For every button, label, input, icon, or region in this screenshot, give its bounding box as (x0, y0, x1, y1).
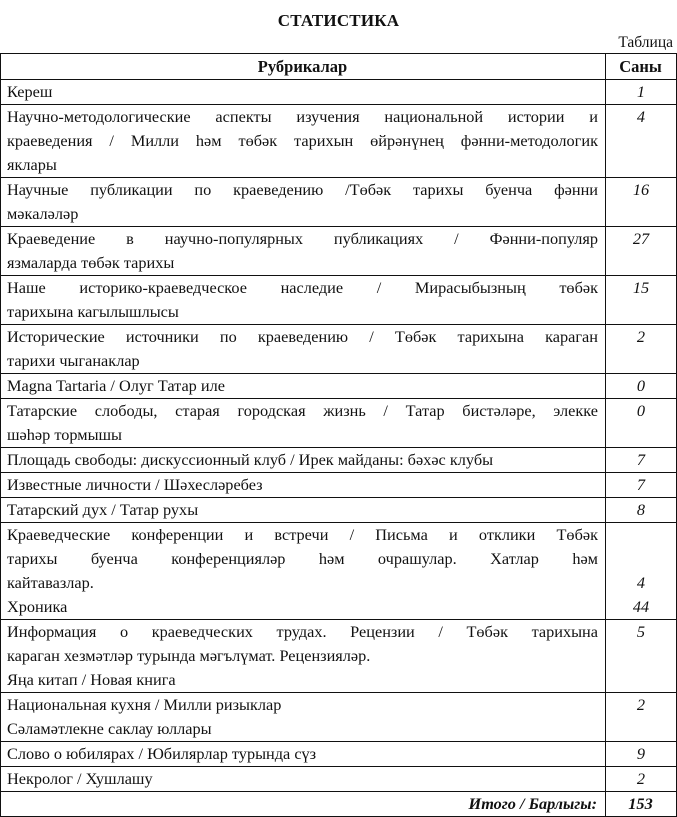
rubric-count (606, 473, 677, 498)
count-value: 7 (636, 450, 646, 469)
count-value: 8 (636, 500, 646, 519)
rubric-line: Краеведческие конференции и встречи / Письма и отклики Төбәк (7, 525, 598, 544)
count-value: 4 (636, 573, 646, 592)
rubric-line: Magna Tartaria / Олуг Татар иле (7, 376, 225, 395)
rubric-line: Известные личности / Шәхесләребез (7, 475, 263, 494)
rubric-line: Сәламәтлекне саклау юллары (7, 719, 212, 738)
rubric-line: яклары (7, 155, 57, 174)
rubric-line: краеведения / Милли һәм төбәк тарихын өйрәнүнең фәнни-методологик (7, 131, 598, 150)
rubric-line: Исторические источники по краеведению / Төбәк тарихына караган (7, 327, 598, 346)
table-row (1, 325, 677, 374)
count-value: 44 (632, 597, 650, 616)
rubric-count (606, 620, 677, 693)
rubric-name (1, 399, 606, 448)
rubric-name (1, 693, 606, 742)
table-caption: Таблица (618, 34, 673, 51)
count-value: 9 (636, 744, 646, 763)
rubric-line: Площадь свободы: дискуссионный клуб / Ирек майданы: бәхәс клубы (7, 450, 494, 469)
rubric-line: тарихи чыганаклар (7, 351, 140, 370)
statistics-table (0, 53, 677, 817)
table-row (1, 374, 677, 399)
count-value: 2 (636, 327, 646, 346)
rubric-line: тарихына кагылышлысы (7, 302, 179, 321)
total-row (1, 792, 677, 817)
table-row (1, 767, 677, 792)
count-value: 4 (636, 107, 646, 126)
table-row (1, 742, 677, 767)
rubric-count (606, 276, 677, 325)
rubric-name (1, 276, 606, 325)
page-title: СТАТИСТИКА (277, 11, 400, 30)
rubric-line: Слово о юбилярах / Юбилярлар турында сүз (7, 744, 317, 763)
rubric-line: шәһәр тормышы (7, 425, 122, 444)
rubric-count (606, 498, 677, 523)
rubric-count (606, 80, 677, 105)
rubric-line: караган хезмәтләр турында мәгълүмат. Рецензияләр. (7, 646, 371, 665)
rubric-count (606, 742, 677, 767)
rubric-name (1, 448, 606, 473)
rubric-name (1, 767, 606, 792)
count-value: 0 (636, 401, 646, 420)
rubric-name (1, 227, 606, 276)
count-value: 5 (636, 622, 646, 641)
count-value: 2 (636, 769, 646, 788)
table-row (1, 178, 677, 227)
rubric-line: Научные публикации по краеведению /Төбәк тарихы буенча фәнни (7, 180, 598, 199)
header-count: Саны (606, 54, 677, 80)
rubric-name (1, 742, 606, 767)
rubric-name (1, 523, 606, 620)
table-header-row (1, 54, 677, 80)
rubric-line: Татарские слободы, старая городская жизнь / Татар бистәләре, элекке (7, 401, 598, 420)
rubric-line: Некролог / Хушлашу (7, 769, 153, 788)
rubric-name (1, 374, 606, 399)
rubric-count (606, 105, 677, 178)
rubric-line: Кереш (7, 82, 53, 101)
table-row (1, 399, 677, 448)
rubric-line: Национальная кухня / Милли ризыклар (7, 695, 282, 714)
rubric-line: язмаларда төбәк тарихы (7, 253, 175, 272)
table-row (1, 473, 677, 498)
rubric-count (606, 178, 677, 227)
rubric-line: мәкаләләр (7, 204, 79, 223)
total-value: 153 (606, 792, 677, 817)
rubric-count (606, 523, 677, 620)
rubric-name (1, 105, 606, 178)
header-rubrics: Рубрикалар (1, 54, 606, 80)
rubric-line: Хроника (7, 597, 68, 616)
total-label: Итого / Барлыгы: (1, 792, 606, 817)
count-value: 16 (632, 180, 650, 199)
rubric-line: тарихы буенча конференцияләр һәм очрашулар. Хатлар һәм (7, 549, 598, 568)
table-row (1, 523, 677, 620)
rubric-count (606, 399, 677, 448)
rubric-line: кайтавазлар. (7, 573, 94, 592)
rubric-line: Наше историко-краеведческое наследие / Мирасыбызның төбәк (7, 278, 598, 297)
rubric-count (606, 448, 677, 473)
rubric-name (1, 473, 606, 498)
rubric-count (606, 767, 677, 792)
rubric-name (1, 498, 606, 523)
table-row (1, 227, 677, 276)
count-value: 2 (636, 695, 646, 714)
rubric-line: Краеведение в научно-популярных публикациях / Фәнни-популяр (7, 229, 598, 248)
rubric-count (606, 693, 677, 742)
table-row (1, 105, 677, 178)
rubric-line: Научно-методологические аспекты изучения национальной истории и (7, 107, 598, 126)
rubric-name (1, 178, 606, 227)
rubric-line: Татарский дух / Татар рухы (7, 500, 199, 519)
rubric-name (1, 620, 606, 693)
count-value: 1 (636, 82, 646, 101)
table-row (1, 276, 677, 325)
count-value: 7 (636, 475, 646, 494)
rubric-name (1, 80, 606, 105)
rubric-line: Информация о краеведческих трудах. Рецензии / Төбәк тарихына (7, 622, 598, 641)
count-value: 0 (636, 376, 646, 395)
table-row (1, 448, 677, 473)
rubric-count (606, 374, 677, 399)
rubric-line: Яңа китап / Новая книга (7, 670, 176, 689)
table-row (1, 80, 677, 105)
count-value: 15 (632, 278, 650, 297)
rubric-name (1, 325, 606, 374)
table-row (1, 498, 677, 523)
count-value: 27 (632, 229, 650, 248)
rubric-count (606, 227, 677, 276)
rubric-count (606, 325, 677, 374)
table-row (1, 620, 677, 693)
table-row (1, 693, 677, 742)
